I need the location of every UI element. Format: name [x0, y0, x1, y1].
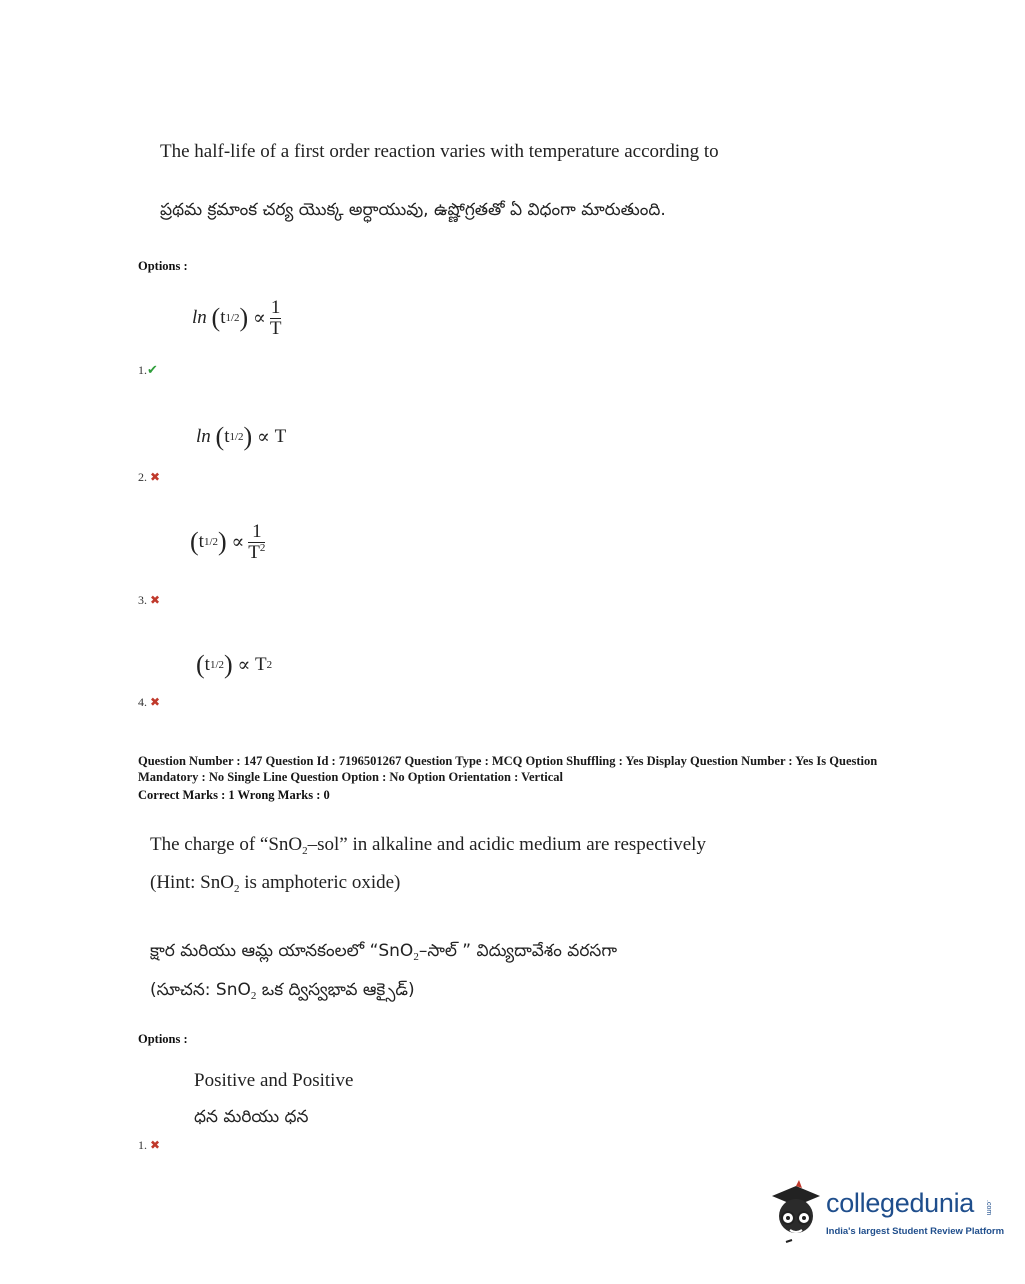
logo-wordmark: collegedunia — [826, 1188, 975, 1218]
option-3-number: 3. ✖ — [138, 593, 161, 607]
question-hint-telugu: (సూచన: SnO$_2$ ఒక ద్విస్వభావ ఆక్సైడ్) — [150, 980, 415, 1002]
proportional-symbol: ∝ — [256, 426, 270, 448]
check-icon: ✔ — [147, 362, 158, 377]
mascot-icon — [766, 1178, 826, 1246]
ln-label: ln — [192, 307, 207, 329]
fraction: $\frac{1}{T}$ — [269, 297, 282, 339]
option-3-formula: ( t 1/2 ) ∝ $\frac{1}{T^2}$ — [190, 521, 266, 563]
question-text-english: The charge of “SnO$_2$–sol” in alkaline and acidic medium are respectively — [150, 834, 706, 857]
cross-icon: ✖ — [150, 470, 161, 484]
logo-tagline: India's largest Student Review Platform — [826, 1226, 1005, 1237]
question-marks: Correct Marks : 1 Wrong Marks : 0 — [138, 788, 330, 802]
fraction: $\frac{1}{T^2}$ — [248, 521, 266, 563]
logo-suffix: .com — [985, 1200, 992, 1216]
option-4-formula: ( t 1/2 ) ∝ T 2 — [196, 650, 273, 679]
cross-icon: ✖ — [150, 695, 161, 709]
options-label: Options : — [138, 259, 188, 273]
cross-icon: ✖ — [150, 593, 161, 607]
option-2-number: 2. ✖ — [138, 470, 161, 484]
options-label: Options : — [138, 1032, 188, 1046]
option-1-english: Positive and Positive — [194, 1070, 354, 1091]
proportional-symbol: ∝ — [231, 531, 245, 553]
option-2-formula: ln ( t 1/2 ) ∝ T — [196, 422, 287, 451]
collegedunia-logo — [766, 1178, 1005, 1248]
question-text-english: The half-life of a first order reaction varies with temperature according to — [160, 141, 719, 162]
question-hint-english: (Hint: SnO$_2$ is amphoteric oxide) — [150, 872, 401, 895]
option-4-number: 4. ✖ — [138, 695, 161, 709]
option-1-formula: ln ( t 1/2 ) ∝ $\frac{1}{T}$ — [192, 297, 282, 339]
question-meta: Question Number : 147 Question Id : 7196501267 Question Type : MCQ Option Shuffling : Yes Display Question Number : Yes Is Question Mandatory : No Single Line Question Option : No Option Orientation : Vertical — [138, 754, 878, 784]
cross-icon: ✖ — [150, 1138, 161, 1152]
question-text-telugu: ప్రథమ క్రమాంక చర్య యొక్క అర్ధాయువు, ఉష్ణోగ్రతతో ఏ విధంగా మారుతుంది. — [160, 200, 666, 220]
ln-label: ln — [196, 426, 211, 447]
option-1-number: 1. ✖ — [138, 1138, 161, 1152]
proportional-symbol: ∝ — [252, 307, 266, 329]
option-1-number: 1.✔ — [138, 362, 158, 377]
option-1-telugu: ధన మరియు ధన — [194, 1107, 309, 1127]
proportional-symbol: ∝ — [237, 654, 251, 676]
question-text-telugu: క్షార మరియు ఆమ్ల యానకంలలో “SnO$_2$–సాల్ ” విద్యుదావేశం వరసగా — [150, 941, 617, 963]
